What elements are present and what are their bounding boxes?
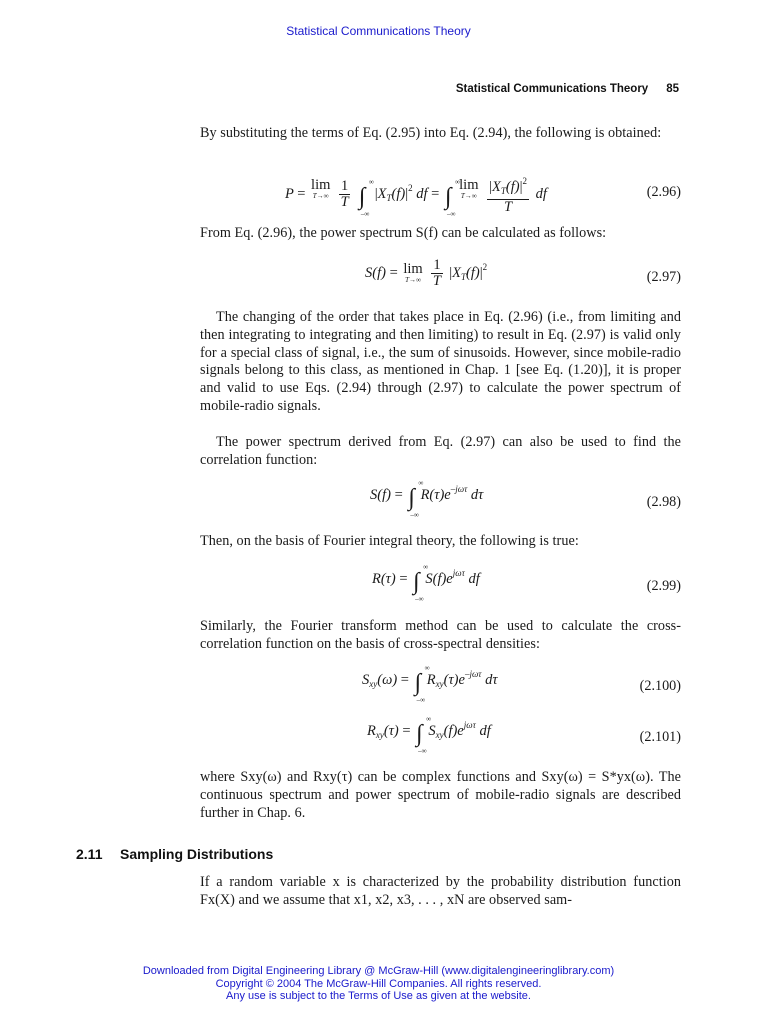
equation-2-99 xyxy=(200,563,681,608)
equation-number-2-99: (2.99) xyxy=(646,578,681,594)
equation-2-98-body: S(f) = ∫ ∞ –∞ $R(\tau)e^{-j\omega\tau}$ dτ xyxy=(370,479,484,519)
equation-2-96-body: P = lim T→∞ $\frac{1}{T}$ ∫ ∞ –∞ $|X_T(f)|^2$ df = ∫ ∞ –∞ lim T→∞ $\frac{|X_T(f)|^2}{T}$ df xyxy=(285,176,547,218)
equation-2-100-body: $S_{xy}(\omega)$ = ∫ ∞ –∞ $R_{xy}(\tau)e^{-j\omega\tau}$ dτ xyxy=(362,664,498,704)
page-number: 85 xyxy=(666,83,679,95)
paragraph-2: From Eq. (2.96), the power spectrum S(f) can be calculated as follows: xyxy=(200,225,607,241)
equation-2-98 xyxy=(200,479,681,524)
paragraph-4: The power spectrum derived from Eq. (2.97) can also be used to find the correlation function: xyxy=(200,434,681,468)
footer-terms[interactable]: Any use is subject to the Terms of Use as given at the website. xyxy=(226,990,531,1002)
equation-2-101-body: $R_{xy}(\tau)$ = ∫ ∞ –∞ $S_{xy}(f)e^{j\omega\tau}$ df xyxy=(367,715,491,755)
running-head-title: Statistical Communications Theory xyxy=(455,83,649,95)
paragraph-6: Similarly, the Fourier transform method can be used to calculate the cross-correlation function on the basis of cross-spectral densities: xyxy=(200,618,681,652)
equation-number-2-100: (2.100) xyxy=(639,678,681,694)
equation-2-97-body: S(f) = lim T→∞ $\frac{1}{T}$ $|X_T(f)|^2$ xyxy=(365,257,488,289)
equation-number-2-98: (2.98) xyxy=(646,494,681,510)
equation-2-99-body: R(τ) = ∫ ∞ –∞ $S(f)e^{j\omega\tau}$ df xyxy=(372,563,480,603)
equation-number-2-101: (2.101) xyxy=(639,729,681,745)
paragraph-7: where Sxy(ω) and Rxy(τ) can be complex functions and Sxy(ω) = S*yx(ω). The continuous spectrum and power spectrum of mobile-radio signals are described further in Chap. 6. xyxy=(200,769,681,821)
paragraph-1: By substituting the terms of Eq. (2.95) into Eq. (2.94), the following is obtained: xyxy=(200,125,662,141)
paragraph-5: Then, on the basis of Fourier integral theory, the following is true: xyxy=(200,533,579,549)
document-source-title: Statistical Communications Theory xyxy=(286,24,471,38)
equation-number-2-96: (2.96) xyxy=(646,184,681,200)
equation-number-2-97: (2.97) xyxy=(646,269,681,285)
running-head xyxy=(456,83,679,95)
footer-download-link[interactable]: Downloaded from Digital Engineering Library @ McGraw-Hill (www.digitalengineeringlibrary.com) xyxy=(142,965,615,977)
equation-2-101 xyxy=(200,715,681,760)
section-title: Sampling Distributions xyxy=(120,846,274,862)
footer xyxy=(0,965,757,1003)
section-heading xyxy=(76,846,273,862)
equation-2-97 xyxy=(200,258,681,298)
equation-2-96 xyxy=(200,174,681,218)
footer-copyright: Copyright © 2004 The McGraw-Hill Companies. All rights reserved. xyxy=(215,977,542,990)
paragraph-8: If a random variable x is characterized by the probability distribution function Fx(X) and we assume that x1, x2, x3, . . . , xN are observed sam- xyxy=(200,874,681,908)
paragraph-3: The changing of the order that takes place in Eq. (2.96) (i.e., from limiting and then integrating to integrating and then limiting) to result in Eq. (2.97) is valid only for a special class of signal, i.e., the sum of sinusoids. However, since mobile-radio signals belong to this class, as mentioned in Chap. 1 [see Eq. (1.20)], it is proper and valid to use Eqs. (2.94) through (2.97) to calculate the power spectrum of mobile-radio signals. xyxy=(200,309,681,414)
section-number: 2.11 xyxy=(76,846,103,862)
equation-2-100 xyxy=(200,664,681,709)
